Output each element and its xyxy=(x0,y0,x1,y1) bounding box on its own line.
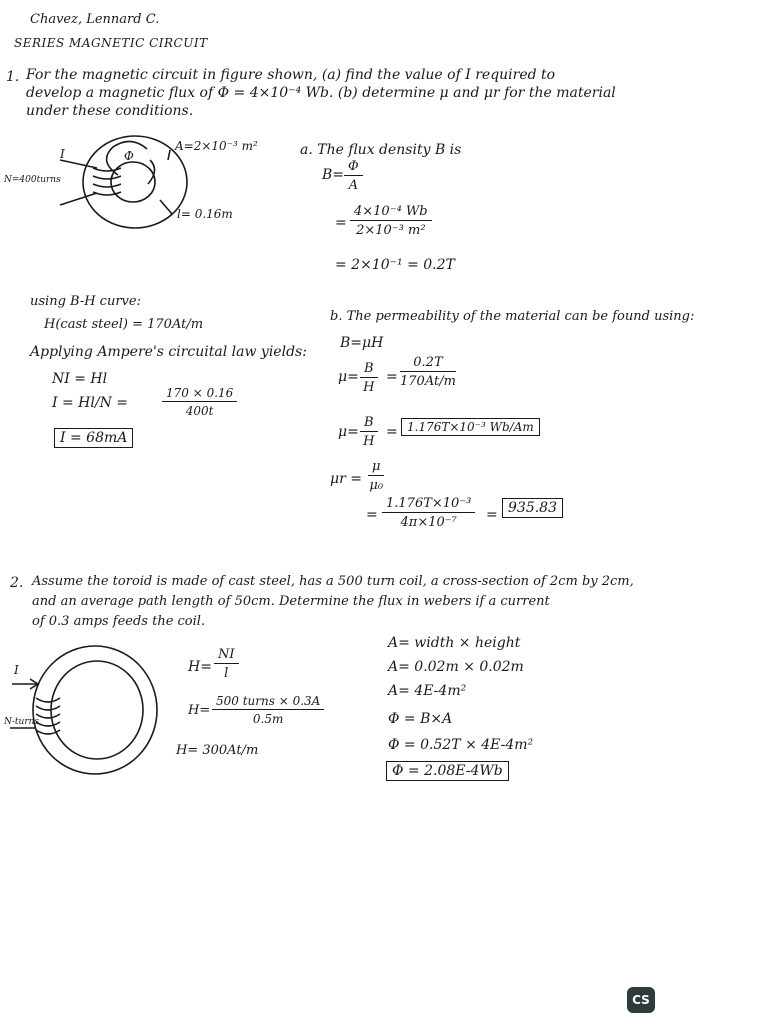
bh-line5-left: I = Hl/N = xyxy=(52,395,128,411)
h-left: H= xyxy=(188,659,212,675)
camscanner-logo: CS xyxy=(627,987,655,1013)
ur-denominator: μ₀ xyxy=(369,478,384,493)
part-a-equals: = xyxy=(335,215,347,231)
answer-relative-permeability: 935.83 xyxy=(502,498,563,518)
figure2-turns-label: N-turns xyxy=(4,717,40,727)
part-a-formula: B= xyxy=(322,167,345,183)
part-a-heading: a. The flux density B is xyxy=(300,142,462,158)
bh-line3: Applying Ampere's circuital law yields: xyxy=(30,344,307,360)
mu2-left: μ= xyxy=(338,424,359,440)
bh-fraction xyxy=(162,387,237,417)
h-numerator: NI xyxy=(214,648,239,664)
ur-left: μr = xyxy=(330,471,362,487)
bh-line2: H(cast steel) = 170At/m xyxy=(44,317,204,332)
problem1-statement-line2: develop a magnetic flux of Φ = 4×10⁻⁴ Wb. (b) determine μ and μr for the material xyxy=(26,85,616,101)
bh-fraction-numerator: 170 × 0.16 xyxy=(162,387,237,402)
answer-flux: Φ = 2.08E-4Wb xyxy=(386,761,509,781)
ur-numerator: μ xyxy=(368,460,384,476)
part-b-heading: b. The permeability of the material can be found using: xyxy=(330,309,695,324)
h2-left: H= xyxy=(188,703,211,718)
part-a-result: = 2×10⁻¹ = 0.2T xyxy=(335,257,455,273)
ur-sub-numerator: 1.176T×10⁻³ xyxy=(382,497,475,513)
part-b-formula: B=μH xyxy=(340,335,384,351)
mu2-equals: = xyxy=(386,424,398,440)
problem2-statement-line3: of 0.3 amps feeds the coil. xyxy=(32,614,206,629)
problem1-number: 1. xyxy=(6,69,20,85)
part-a-sub-numerator: 4×10⁻⁴ Wb xyxy=(350,205,432,221)
problem2-statement-line2: and an average path length of 50cm. Determine the flux in webers if a current xyxy=(32,594,550,609)
mu-numerator: B xyxy=(360,362,378,378)
figure1-flux-label: Φ xyxy=(124,149,134,163)
area-line2: A= 0.02m × 0.02m xyxy=(388,659,524,675)
ur-fraction xyxy=(368,460,384,492)
mu-sub-denominator: 170At/m xyxy=(400,374,456,389)
ur-equals: = xyxy=(366,507,378,523)
mu-denominator: H xyxy=(363,380,375,395)
area-line3: A= 4E-4m² xyxy=(388,683,467,699)
h-fraction xyxy=(214,648,239,680)
h2-fraction xyxy=(212,695,324,725)
h-denominator: l xyxy=(224,666,229,681)
area-line1: A= width × height xyxy=(388,635,521,651)
page-title: SERIES MAGNETIC CIRCUIT xyxy=(14,36,208,50)
answer-permeability: 1.176T×10⁻³ Wb/Am xyxy=(401,418,540,436)
figure2-toroid xyxy=(10,646,157,774)
figure1-current-label: I xyxy=(60,147,65,161)
answer-current: I = 68mA xyxy=(54,428,133,448)
part-a-fraction xyxy=(344,160,363,192)
part-a-denominator: A xyxy=(348,178,359,193)
mu-left: μ= xyxy=(338,369,359,385)
part-a-numerator: Φ xyxy=(344,160,363,176)
ur-equals-2: = xyxy=(486,507,498,523)
mu2-numerator: B xyxy=(360,416,378,432)
figure1-area-label: A=2×10⁻³ m² xyxy=(175,139,258,153)
mu-sub-numerator: 0.2T xyxy=(400,356,456,372)
h2-numerator: 500 turns × 0.3A xyxy=(212,695,324,710)
problem2-statement-line1: Assume the toroid is made of cast steel, has a 500 turn coil, a cross-section of 2cm by 2cm, xyxy=(32,574,634,589)
figure1-turns-label: N=400turns xyxy=(4,175,61,185)
mu-substitution xyxy=(400,356,456,388)
ur-sub-denominator: 4π×10⁻⁷ xyxy=(400,515,457,530)
author-name: Chavez, Lennard C. xyxy=(30,12,160,27)
part-a-substitution xyxy=(350,205,432,237)
flux-line1: Φ = B×A xyxy=(388,711,453,727)
mu2-denominator: H xyxy=(363,434,375,449)
figure2-current-label: I xyxy=(14,663,19,677)
ur-substitution xyxy=(382,497,475,529)
figure1-length-label: l= 0.16m xyxy=(177,207,233,221)
h2-denominator: 0.5m xyxy=(252,712,284,726)
mu-equals: = xyxy=(386,369,398,385)
flux-line2: Φ = 0.52T × 4E-4m² xyxy=(388,737,534,753)
part-a-sub-denominator: 2×10⁻³ m² xyxy=(356,223,426,238)
mu-fraction xyxy=(360,362,378,394)
problem1-statement-line1: For the magnetic circuit in figure shown, (a) find the value of I required to xyxy=(26,67,556,83)
h-result: H= 300At/m xyxy=(176,743,259,758)
bh-line1: using B-H curve: xyxy=(30,294,141,309)
bh-line4: NI = Hl xyxy=(52,371,108,387)
mu2-fraction xyxy=(360,416,378,448)
bh-fraction-denominator: 400t xyxy=(185,404,214,418)
problem1-statement-line3: under these conditions. xyxy=(26,103,194,119)
problem2-number: 2. xyxy=(10,575,24,591)
